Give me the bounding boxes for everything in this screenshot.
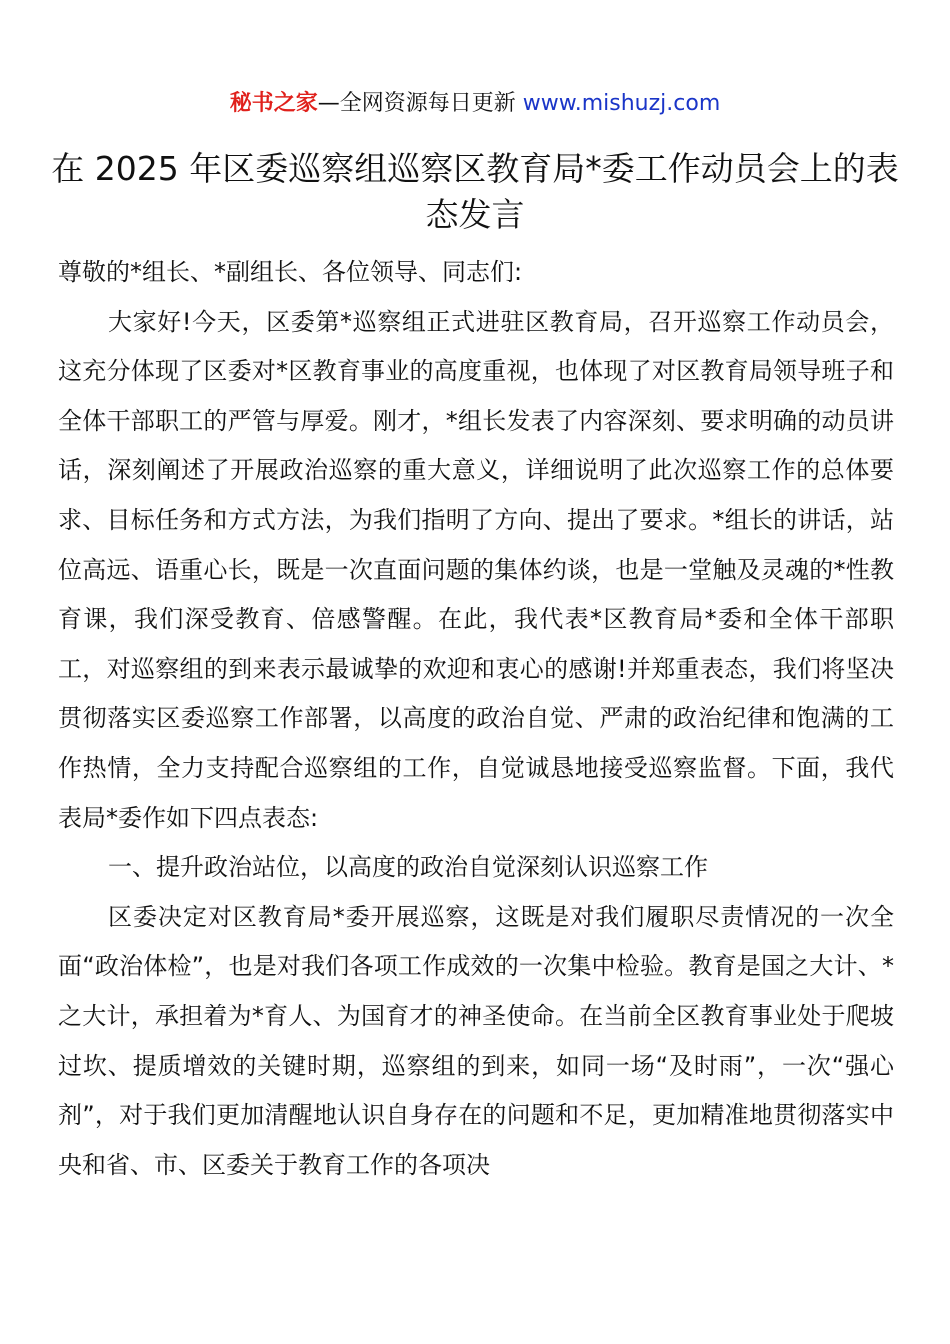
document-title: 在 2025 年区委巡察组巡察区教育局*委工作动员会上的表态发言 (51, 149, 899, 234)
opening-paragraph: 大家好!今天，区委第*巡察组正式进驻区教育局，召开巡察工作动员会，这充分体现了区委对*区教育事业的高度重视，也体现了对区教育局领导班子和全体干部职工的严管与厚爱。刚才，*组长发表了内容深刻、要求明确的动员讲话，深刻阐述了开展政治巡察的重大意义，详细说明了此次巡察工作的总体要求、目标任务和方式方法，为我们指明了方向、提出了要求。*组长的讲话，站位高远、语重心长，既是一次直面问题的集体约谈，也是一堂触及灵魂的*性教育课，我们深受教育、倍感警醒。在此，我代表*区教育局*委和全体干部职工，对巡察组的到来表示最诚挚的欢迎和衷心的感谢!并郑重表态，我们将坚决贯彻落实区委巡察工作部署，以高度的政治自觉、严肃的政治纪律和饱满的工作热情，全力支持配合巡察组的工作，自觉诚恳地接受巡察监督。下面，我代表局*委作如下四点表态: (58, 307, 894, 832)
section-1-paragraph: 区委决定对区教育局*委开展巡察，这既是对我们履职尽责情况的一次全面“政治体检”，也是对我们各项工作成效的一次集中检验。教育是国之大计、*之大计，承担着为*育人、为国育才的神圣使命。在当前全区教育事业处于爬坡过坎、提质增效的关键时期，巡察组的到来，如同一场“及时雨”，一次“强心剂”，对于我们更加清醒地认识自身存在的问题和不足，更加精准地贯彻落实中央和省、市、区委关于教育工作的各项决 (58, 902, 894, 1179)
site-url-link[interactable]: www.mishuzj.com (522, 91, 721, 116)
site-brand: 秘书之家 (229, 91, 318, 116)
document-body (58, 248, 894, 1190)
section-heading-1: 一、提升政治站位，以高度的政治自觉深刻认识巡察工作 (108, 853, 708, 882)
site-tagline: —全网资源每日更新 (317, 91, 523, 116)
salutation: 尊敬的*组长、*副组长、各位领导、同志们: (58, 258, 523, 286)
site-header (0, 88, 950, 120)
